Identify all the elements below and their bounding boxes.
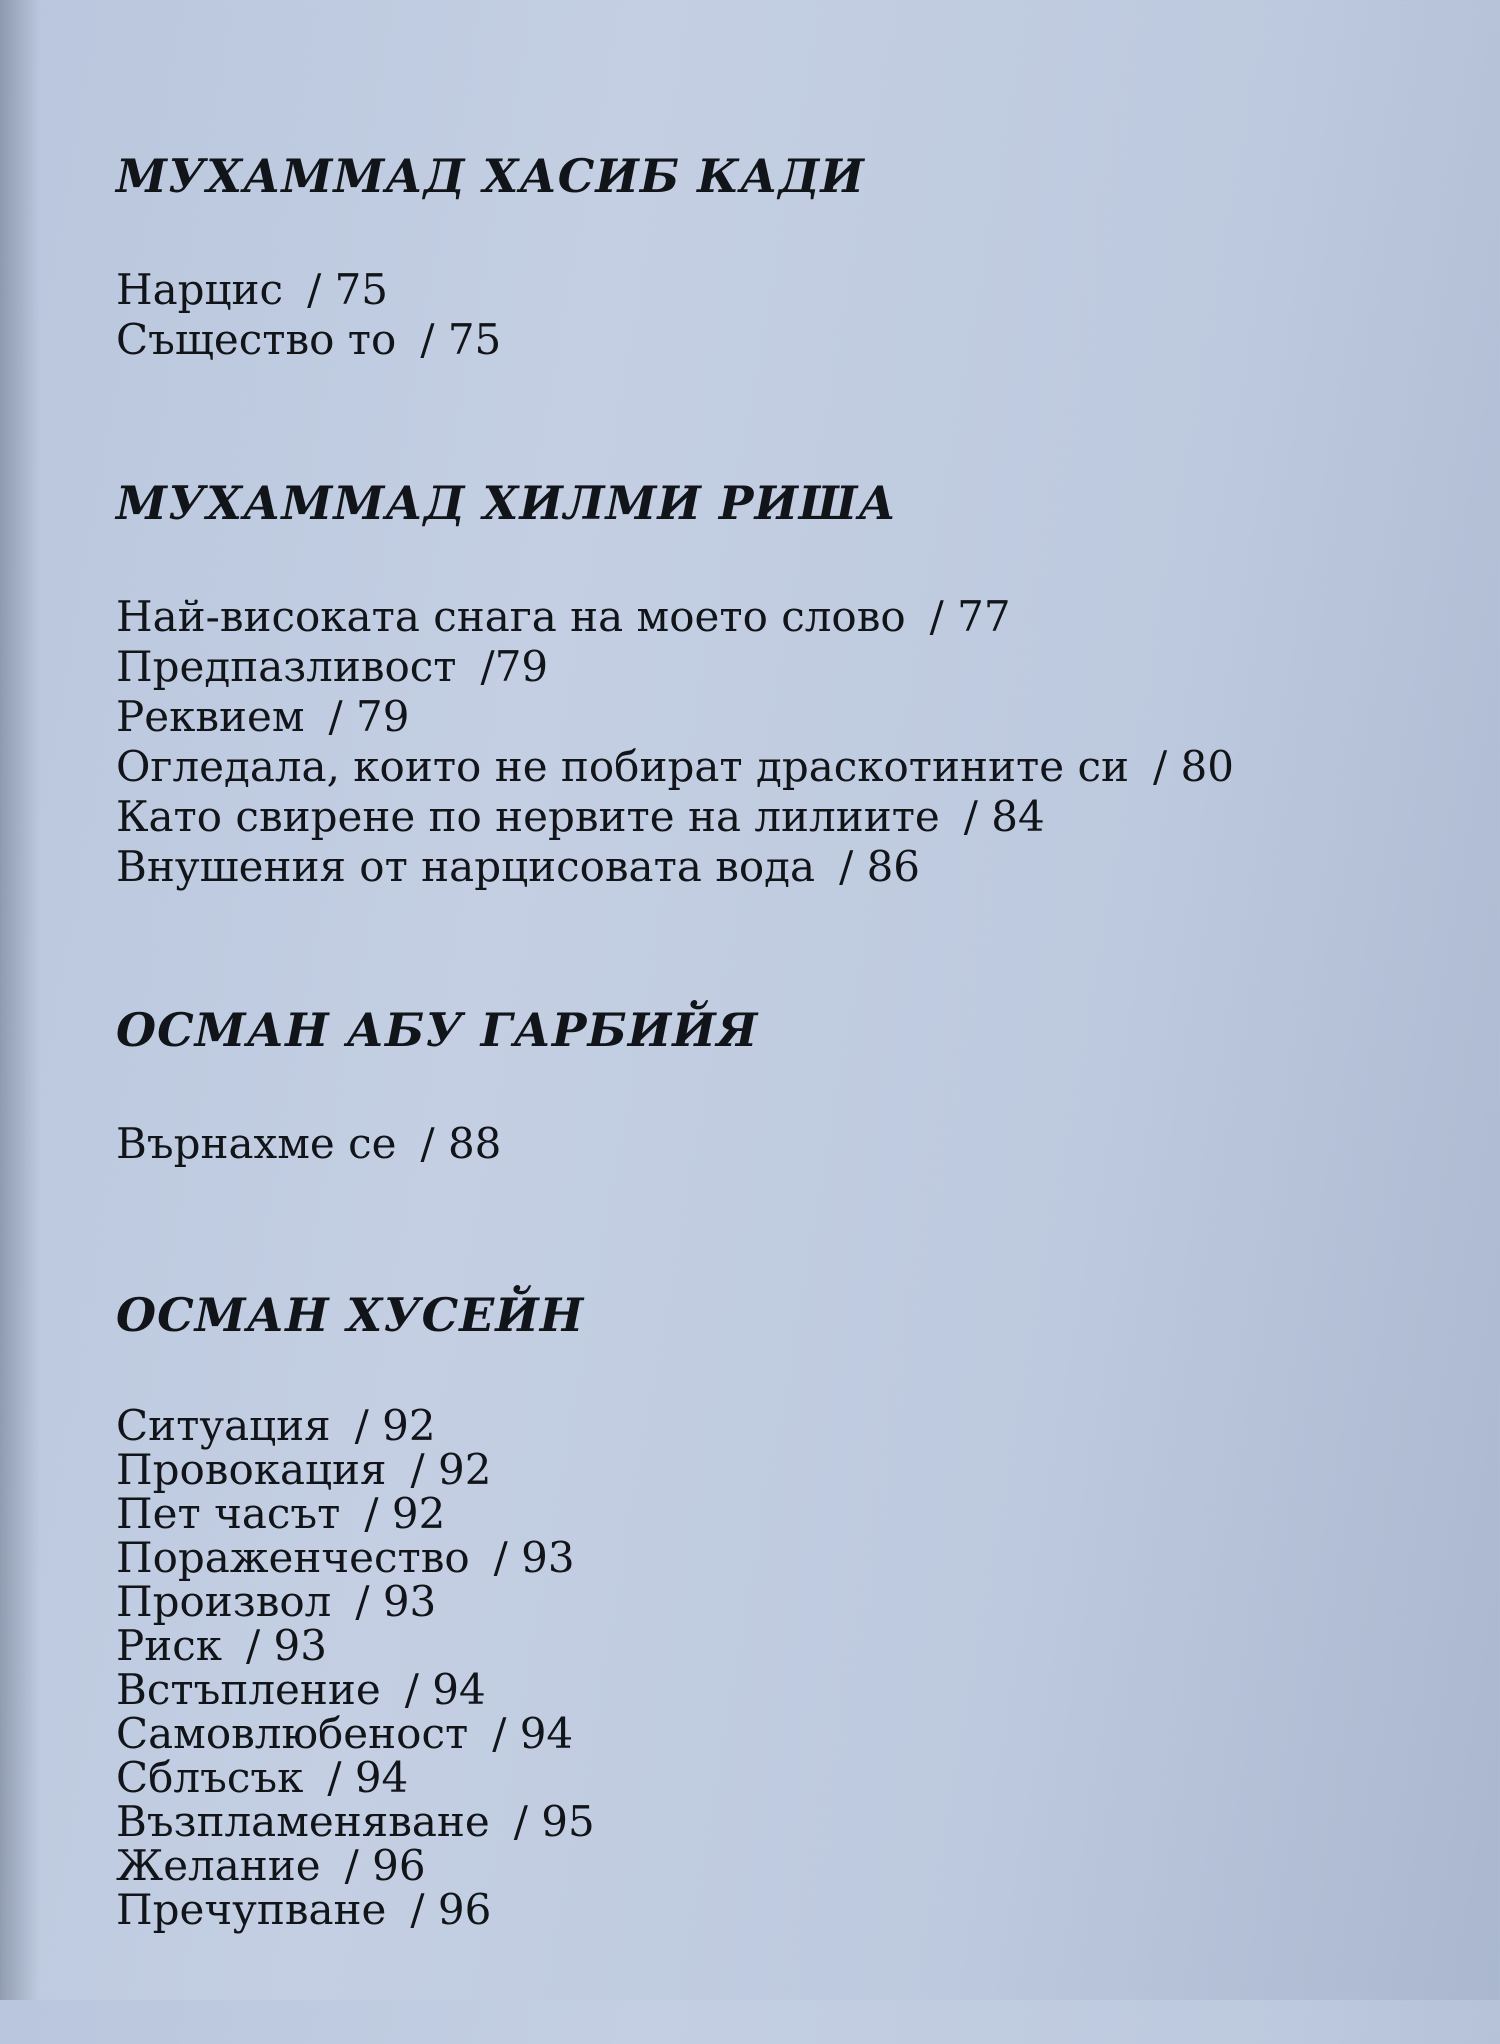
entry-page: / 80	[1152, 741, 1234, 791]
entry-list	[116, 1119, 1366, 1169]
entry-page: / 96	[344, 1840, 426, 1890]
entry-title: Провокация	[116, 1444, 387, 1494]
toc-entry	[116, 642, 1366, 692]
toc-entry	[116, 1664, 1366, 1714]
toc-entry	[116, 1488, 1366, 1538]
entry-page: / 86	[839, 841, 921, 891]
entry-page: / 96	[410, 1884, 492, 1934]
toc-entry	[116, 1620, 1366, 1670]
toc-section	[116, 1289, 1366, 1932]
entry-page: /79	[480, 641, 549, 691]
entry-list	[116, 1400, 1366, 1934]
entry-title: Същество то	[116, 314, 397, 364]
toc-entry	[116, 1708, 1366, 1758]
toc-entry	[116, 1576, 1366, 1626]
entry-page: / 95	[513, 1796, 595, 1846]
entry-list	[116, 592, 1366, 892]
author-heading: ОСМАН АБУ ГАРБИЙЯ	[116, 1002, 759, 1057]
entry-page: / 93	[355, 1576, 437, 1626]
entry-title: Сблъсък	[116, 1752, 304, 1802]
entry-title: Като свирене по нервите на лилиите	[116, 791, 940, 841]
toc-entry	[116, 1796, 1366, 1846]
entry-page: / 93	[246, 1620, 327, 1670]
toc-entry	[116, 265, 1366, 315]
entry-title: Пречупване	[116, 1884, 387, 1934]
entry-page: / 77	[929, 591, 1011, 641]
toc-entry	[116, 1840, 1366, 1890]
entry-page: / 75	[420, 314, 502, 364]
entry-page: / 84	[963, 791, 1045, 841]
entry-page: / 79	[328, 691, 410, 741]
toc-entry	[116, 692, 1366, 742]
toc-section	[116, 1004, 1366, 1169]
toc-entry	[116, 792, 1366, 842]
toc-entry	[116, 1884, 1366, 1934]
entry-title: Реквием	[116, 691, 305, 741]
entry-title: Желание	[116, 1840, 321, 1890]
entry-title: Възпламеняване	[116, 1796, 490, 1846]
entry-page: / 92	[364, 1488, 446, 1538]
entry-page: / 92	[410, 1444, 492, 1494]
entry-title: Пораженчество	[116, 1532, 470, 1582]
author-heading: МУХАММАД ХАСИБ КАДИ	[116, 149, 865, 203]
toc-section	[116, 150, 1366, 365]
entry-title: Риск	[116, 1620, 223, 1670]
author-heading: ОСМАН ХУСЕЙН	[116, 1287, 585, 1342]
entry-title: Встъпление	[116, 1664, 381, 1714]
entry-title: Нарцис	[116, 264, 284, 314]
toc-entry	[116, 1400, 1366, 1450]
toc-entry	[116, 315, 1366, 365]
entry-title: Предпазливост	[116, 641, 457, 691]
entry-title: Ситуация	[116, 1400, 331, 1450]
entry-page: / 92	[354, 1400, 436, 1450]
entry-page: / 94	[327, 1752, 409, 1802]
entry-title: Произвол	[116, 1576, 332, 1626]
author-heading: МУХАММАД ХИЛМИ РИША	[116, 475, 897, 530]
toc-entry	[116, 592, 1366, 642]
entry-page: / 94	[404, 1664, 486, 1714]
table-of-contents	[116, 150, 1366, 2044]
entry-page: / 94	[492, 1708, 574, 1758]
entry-title: Най-високата снага на моето слово	[116, 591, 906, 641]
entry-list	[116, 265, 1366, 365]
toc-entry	[116, 1532, 1366, 1582]
toc-entry	[116, 1119, 1366, 1169]
entry-title: Внушения от нарцисовата вода	[116, 841, 816, 891]
entry-title: Самовлюбеност	[116, 1708, 469, 1758]
toc-entry	[116, 742, 1366, 792]
entry-title: Върнахме се	[116, 1118, 397, 1168]
entry-page: / 93	[493, 1532, 575, 1582]
toc-entry	[116, 842, 1366, 892]
entry-title: Огледала, които не побират драскотините си	[116, 741, 1129, 791]
page-edge-shadow	[0, 0, 40, 2000]
entry-title: Пет часът	[116, 1488, 341, 1538]
toc-section	[116, 477, 1366, 892]
entry-page: / 75	[307, 264, 389, 314]
entry-page: / 88	[420, 1118, 502, 1168]
toc-entry	[116, 1752, 1366, 1802]
toc-entry	[116, 1444, 1366, 1494]
